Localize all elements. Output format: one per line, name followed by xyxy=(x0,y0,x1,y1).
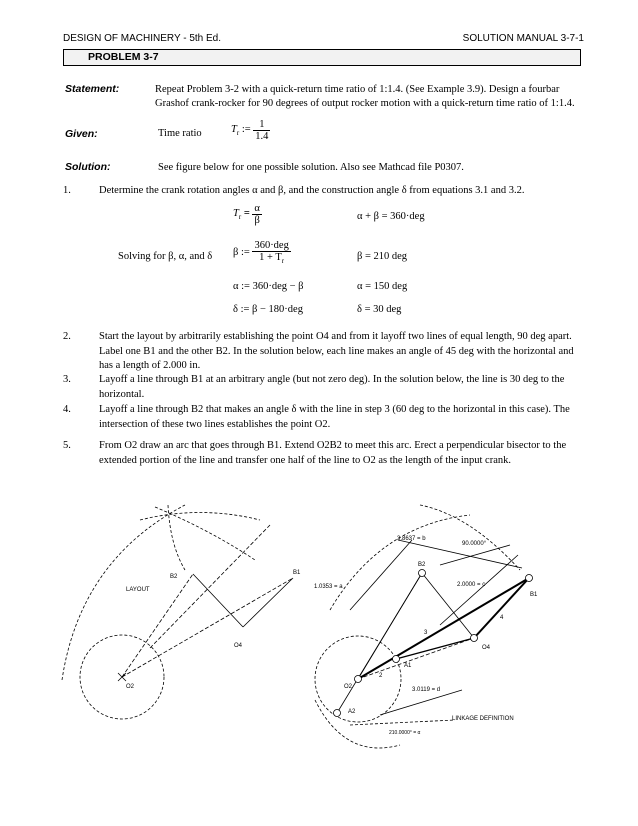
statement-label: Statement: xyxy=(65,83,120,95)
eq1-sub: r xyxy=(238,213,242,222)
step-1-number: 1. xyxy=(63,185,71,196)
construction-arc-3 xyxy=(168,505,185,570)
eq-beta xyxy=(233,240,291,265)
right-o2-label: O2 xyxy=(344,684,353,690)
result-beta: β = 210 deg xyxy=(357,251,408,262)
eq-alpha: α := 360·deg − β xyxy=(233,281,304,292)
left-b2-label: B2 xyxy=(170,574,178,580)
given-assign: := xyxy=(241,123,251,135)
dim-line-c xyxy=(440,555,518,625)
link-3-label: 3 xyxy=(424,630,428,636)
line-o2-b2-right xyxy=(358,573,422,679)
step-2-number: 2. xyxy=(63,331,71,342)
problem-box xyxy=(63,49,581,66)
given-sub: r xyxy=(236,129,240,138)
step-4-text: Layoff a line through B2 that makes an angle δ with the line in step 3 (60 deg to the horizontal in this case). The intersection of these two lines establishes the point O2. xyxy=(99,404,570,430)
eq1-fraction xyxy=(252,203,262,226)
linkage-definition xyxy=(315,505,533,748)
construction-arc-2 xyxy=(140,513,260,521)
layout-label: LAYOUT xyxy=(126,587,150,593)
pin-a1 xyxy=(393,656,400,663)
eq3-den: 1 + T xyxy=(259,252,282,263)
a1-label: A1 xyxy=(404,663,412,669)
linkage-definition-label: LINKAGE DEFINITION xyxy=(452,716,514,722)
header-left: DESIGN OF MACHINERY - 5th Ed. xyxy=(63,33,222,44)
dim-line-a xyxy=(350,540,412,610)
rocker-line-b1 xyxy=(243,578,293,627)
dim-b-label: 3.8637 = b xyxy=(397,536,426,542)
ground-link xyxy=(358,638,474,679)
bisector xyxy=(150,525,270,648)
step-5-text: From O2 draw an arc that goes through B1. Extend O2B2 to meet this arc. Erect a perpendicular bisector to the extended portion of the line and transfer one half of the line to O2 as the length of the input crank. xyxy=(99,440,567,466)
given-text: Time ratio xyxy=(158,128,202,139)
layout-construction xyxy=(62,505,293,719)
pin-b1 xyxy=(526,575,533,582)
crank-path-circle xyxy=(315,636,401,722)
step-5-number: 5. xyxy=(63,440,71,451)
right-o4-label: O4 xyxy=(482,645,491,651)
solution-text: See figure below for one possible solution. Also see Mathcad file P0307. xyxy=(158,162,464,173)
step-4-number: 4. xyxy=(63,404,71,415)
construction-arc-1 xyxy=(155,507,255,560)
a2-label: A2 xyxy=(348,709,356,715)
line-o2-b1 xyxy=(122,578,293,677)
eq-delta: δ := β − 180·deg xyxy=(233,304,303,315)
eq1-lhs: T xyxy=(233,207,239,219)
pin-a2 xyxy=(334,710,341,717)
solving-text: Solving for β, α, and δ xyxy=(118,251,213,262)
large-arc xyxy=(62,505,185,680)
eq3-lhs: β := xyxy=(233,247,250,259)
eq-angle-sum: α + β = 360·deg xyxy=(357,211,425,222)
right-b1-label: B1 xyxy=(530,592,538,598)
given-num: 1 xyxy=(253,119,270,131)
eq1-op: = xyxy=(243,207,250,219)
eq3-den-sub: r xyxy=(281,257,285,266)
step-3-number: 3. xyxy=(63,374,71,385)
link-2-label: 2 xyxy=(379,673,383,679)
left-o2-label: O2 xyxy=(126,684,135,690)
dim-d-label: 3.0119 = d xyxy=(412,687,441,693)
eq3-fraction xyxy=(252,240,290,265)
given-den: 1.4 xyxy=(255,131,269,142)
pin-o2 xyxy=(355,676,362,683)
result-alpha: α = 150 deg xyxy=(357,281,408,292)
given-fraction xyxy=(253,119,270,142)
line-o2-b2 xyxy=(122,574,193,677)
statement-text: Repeat Problem 3-2 with a quick-return time ratio of 1:1.4. (See Example 3.9). Design a fourbar Grashof crank-rocker for 90 degrees of output rocker motion with a quick-return time ratio of 1:1.4. xyxy=(155,84,575,109)
pin-o4 xyxy=(471,635,478,642)
step-1-text: Determine the crank rotation angles α and β, and the construction angle δ from equations 3.1 and 3.2. xyxy=(99,185,525,196)
dim-c-label: 2.0000 = c xyxy=(457,582,486,588)
step-2-text: Start the layout by arbitrarily establishing the point O4 and from it layoff two lines of equal length, 90 deg apart. Label one B1 and the other B2. In the solution below, each line makes an angle of 45 deg with the horizontal and has a length of 2.000 in. xyxy=(99,331,574,371)
rocker-line-b2 xyxy=(193,574,243,627)
solution-label: Solution: xyxy=(65,161,111,173)
rocker-b2 xyxy=(422,573,474,638)
given-label: Given: xyxy=(65,128,98,140)
result-delta: δ = 30 deg xyxy=(357,304,402,315)
right-b2-label: B2 xyxy=(418,562,426,568)
given-var: T xyxy=(231,123,237,135)
eq1-den: β xyxy=(254,215,260,226)
left-b1-label: B1 xyxy=(293,570,301,576)
angle-90-label: 90.0000° xyxy=(462,541,487,547)
given-equation xyxy=(231,119,270,142)
step-3-text: Layoff a line through B1 at an arbitrary angle (but not zero deg). In the solution below, the line is 30 deg to the horizontal. xyxy=(99,374,565,400)
left-o4-label: O4 xyxy=(234,643,243,649)
header-right: SOLUTION MANUAL 3-7-1 xyxy=(462,33,584,44)
crank-circle xyxy=(80,635,164,719)
angle-alpha-label: 210.0000° = α xyxy=(389,730,421,736)
eq-time-ratio xyxy=(233,203,262,226)
dim-line-90 xyxy=(440,545,510,565)
dim-a-label: 1.0353 = a xyxy=(314,584,343,590)
eq1-num: α xyxy=(254,203,260,214)
dim-line-d xyxy=(380,690,462,715)
eq3-num: 360·deg xyxy=(254,240,289,251)
problem-title: PROBLEM 3-7 xyxy=(88,51,159,63)
line-a2-b2 xyxy=(337,573,422,713)
link-4-label: 4 xyxy=(500,615,504,621)
pin-b2 xyxy=(419,570,426,577)
rocker-b1 xyxy=(474,578,529,638)
coupler-extended xyxy=(358,578,529,679)
